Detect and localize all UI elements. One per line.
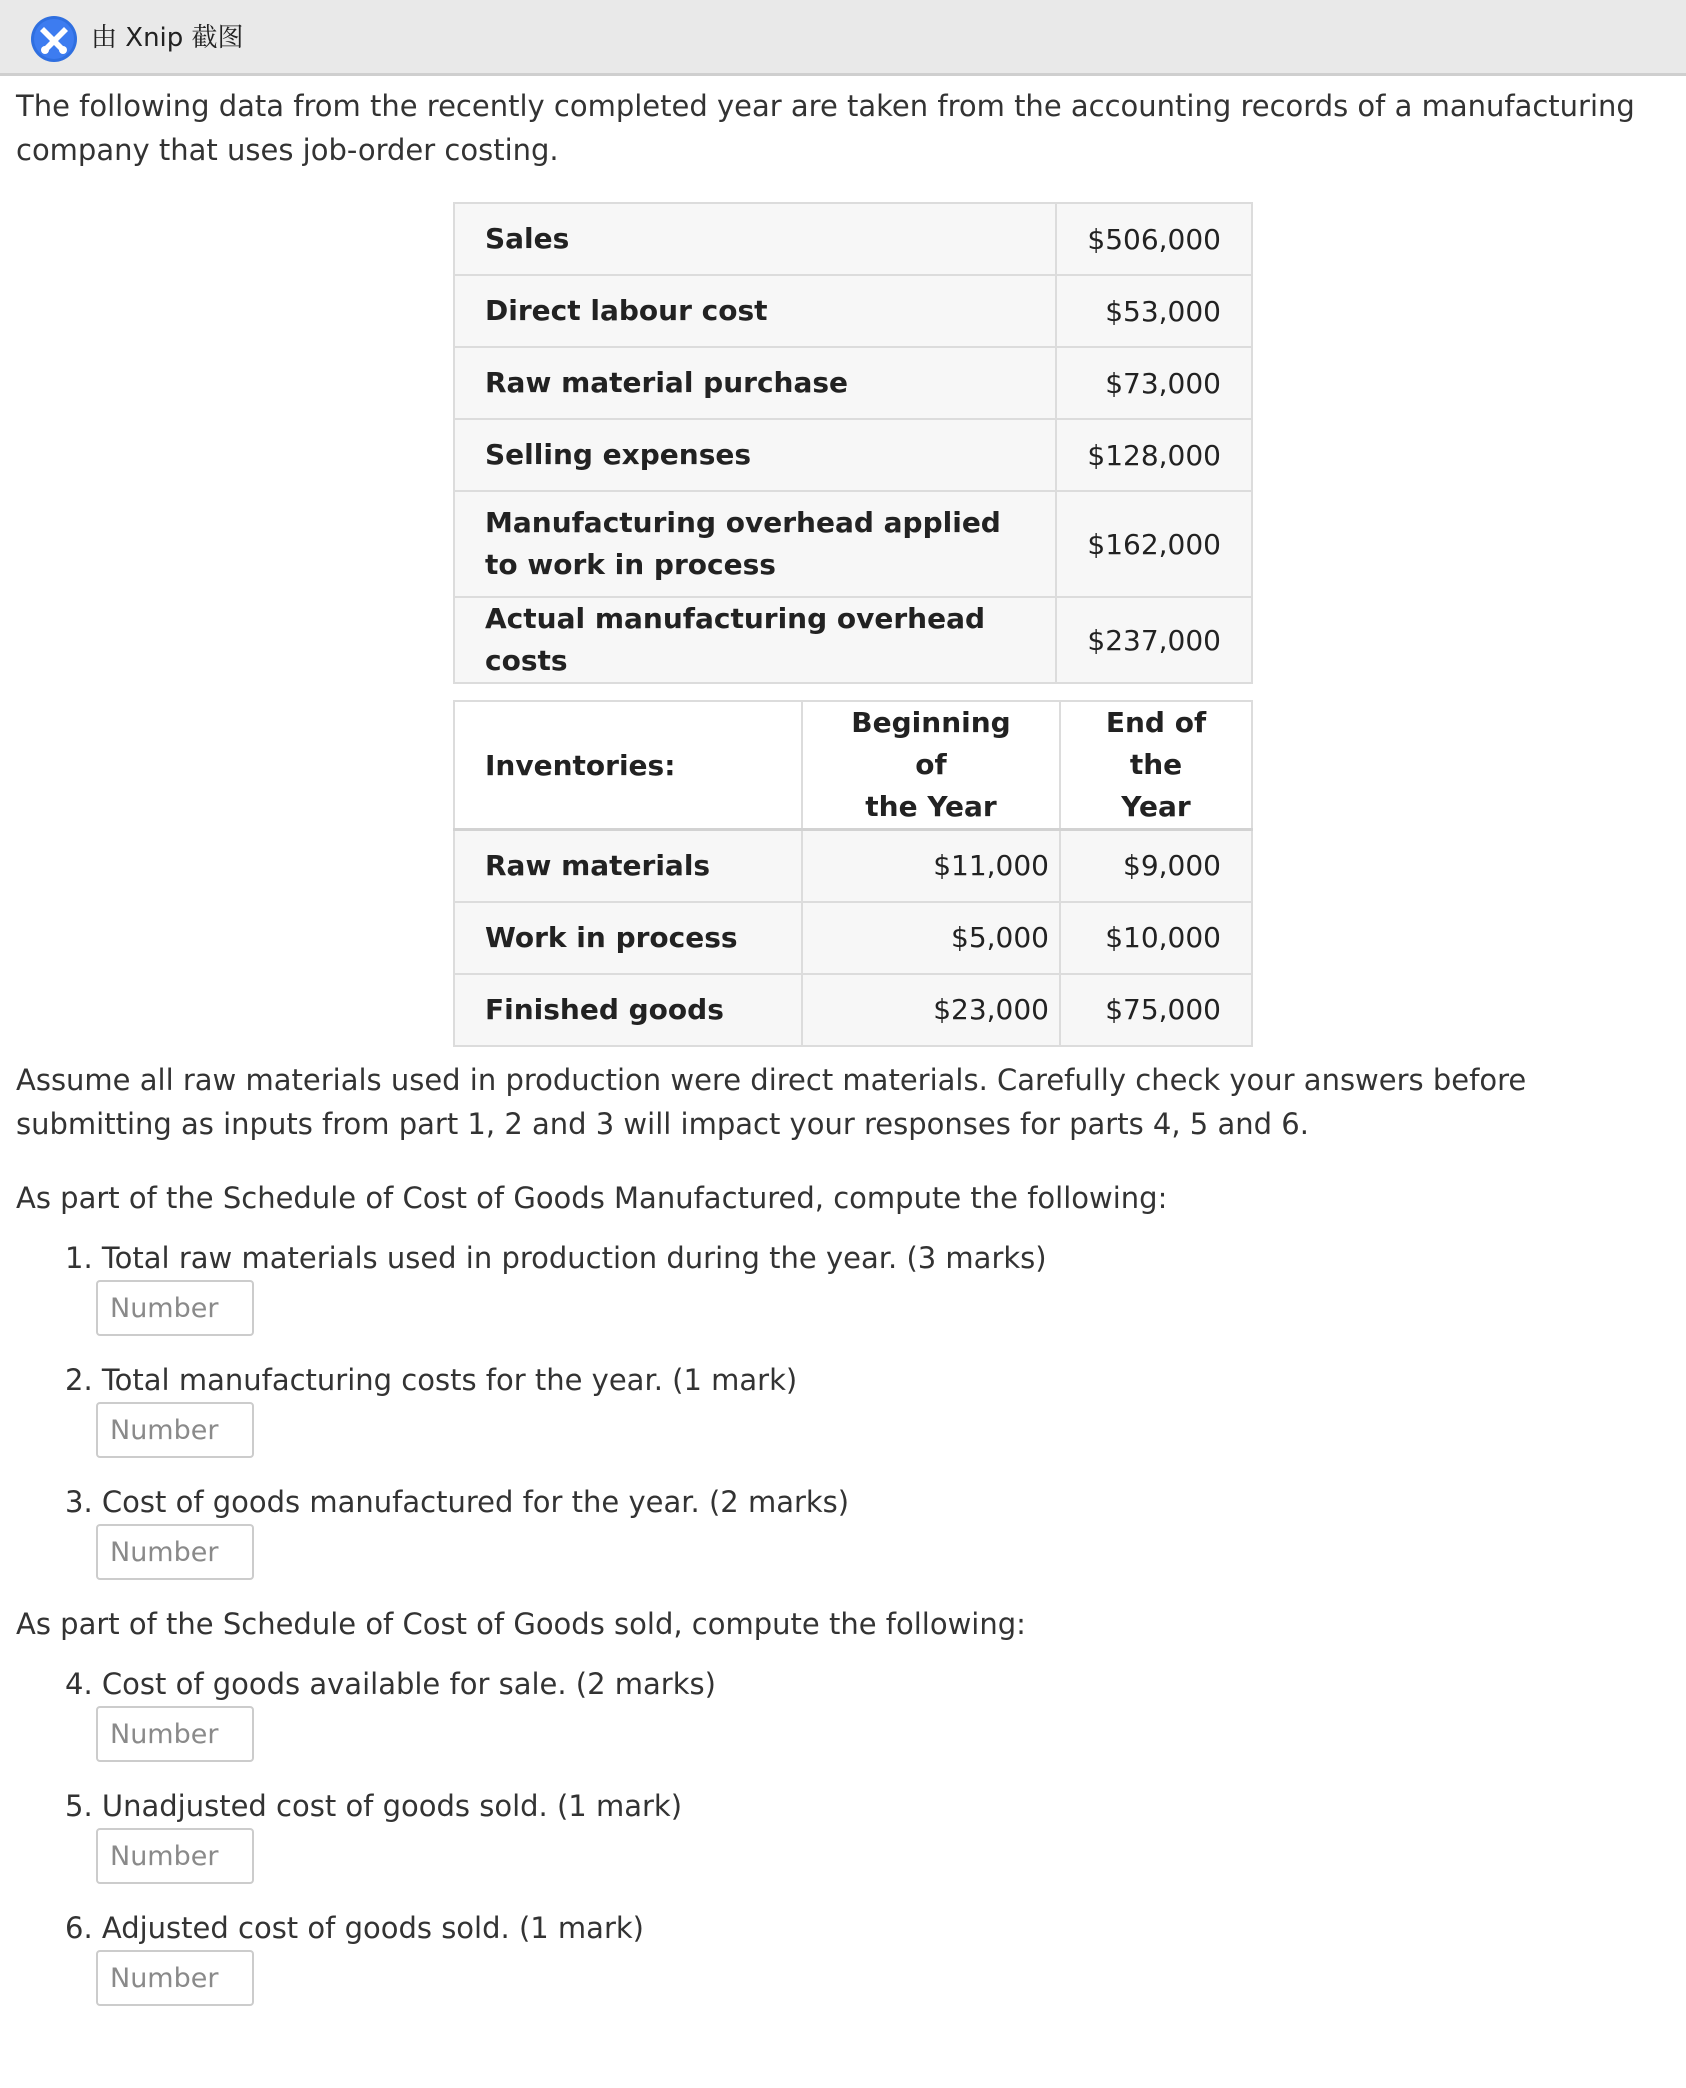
row-label: Direct labour cost [454, 275, 1056, 347]
xnip-logo-icon [30, 15, 78, 63]
question-6-input[interactable] [96, 1950, 254, 2006]
row-value: $237,000 [1056, 597, 1252, 683]
table-row [454, 902, 1252, 974]
assumption-text: Assume all raw materials used in production were direct materials. Carefully check your answers before submitting as inputs from part 1, 2 and 3 will impact your responses for parts 4, 5 and 6. [16, 1063, 1527, 1141]
row-label-line: Manufacturing overhead applied [485, 506, 1001, 539]
table-row [454, 275, 1252, 347]
question-content [16, 84, 1666, 1945]
question-2-label: 2. Total manufacturing costs for the year. (1 mark) [65, 1363, 798, 1397]
header-line: Beginning of [851, 706, 1011, 781]
row-label-line: to work in process [485, 548, 776, 581]
question-4-label: 4. Cost of goods available for sale. (2 marks) [65, 1667, 716, 1701]
row-label: Sales [454, 203, 1056, 275]
table-row [454, 830, 1252, 902]
question-3-label: 3. Cost of goods manufactured for the year. (2 marks) [65, 1485, 850, 1519]
row-label: Work in process [454, 902, 802, 974]
end-value: $9,000 [1060, 830, 1252, 902]
table-row [454, 974, 1252, 1046]
beginning-value: $5,000 [802, 902, 1060, 974]
xnip-watermark-text: 由 Xnip 截图 [91, 23, 244, 53]
table-row [454, 597, 1252, 683]
end-of-year-header [1060, 701, 1252, 830]
intro-text: The following data from the recently completed year are taken from the accounting records of a manufacturing company that uses job-order costing. [16, 89, 1635, 167]
table-row [454, 347, 1252, 419]
row-label: Raw material purchase [454, 347, 1056, 419]
beginning-of-year-header [802, 701, 1060, 830]
question-1-input[interactable] [96, 1280, 254, 1336]
header-line: the Year [1121, 748, 1191, 823]
header-line: the Year [865, 790, 997, 823]
question-2-input[interactable] [96, 1402, 254, 1458]
end-value: $10,000 [1060, 902, 1252, 974]
question-4-input[interactable] [96, 1706, 254, 1762]
table-row [454, 203, 1252, 275]
question-1-label: 1. Total raw materials used in production during the year. (3 marks) [65, 1241, 1047, 1275]
table-row [454, 419, 1252, 491]
question-5-label: 5. Unadjusted cost of goods sold. (1 mark) [65, 1789, 683, 1823]
row-label [454, 491, 1056, 597]
row-label: Selling expenses [454, 419, 1056, 491]
row-label: Raw materials [454, 830, 802, 902]
inventories-table [453, 700, 1253, 1047]
row-value: $53,000 [1056, 275, 1252, 347]
row-label: Actual manufacturing overhead costs [454, 597, 1056, 683]
header-line: End of [1105, 706, 1207, 739]
question-6-label: 6. Adjusted cost of goods sold. (1 mark) [65, 1911, 644, 1945]
table-row [454, 491, 1252, 597]
row-label: Finished goods [454, 974, 802, 1046]
section-heading-cogm: As part of the Schedule of Cost of Goods Manufactured, compute the following: [16, 1181, 1168, 1215]
inventories-header: Inventories: [454, 701, 802, 830]
row-value: $162,000 [1056, 491, 1252, 597]
end-value: $75,000 [1060, 974, 1252, 1046]
row-value: $506,000 [1056, 203, 1252, 275]
table-header-row [454, 701, 1252, 830]
beginning-value: $23,000 [802, 974, 1060, 1046]
row-value: $73,000 [1056, 347, 1252, 419]
financial-data-table [453, 202, 1253, 684]
row-value: $128,000 [1056, 419, 1252, 491]
question-3-input[interactable] [96, 1524, 254, 1580]
xnip-watermark-bar [0, 0, 1686, 76]
question-5-input[interactable] [96, 1828, 254, 1884]
beginning-value: $11,000 [802, 830, 1060, 902]
section-heading-cogs: As part of the Schedule of Cost of Goods sold, compute the following: [16, 1607, 1026, 1641]
